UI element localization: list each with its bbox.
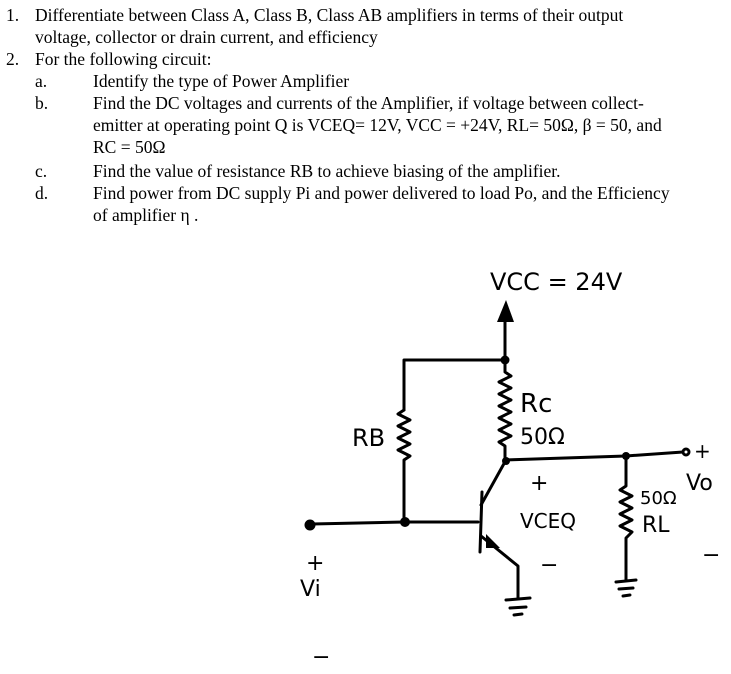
vcc-label: VCC = 24V [490, 268, 623, 296]
question-1-number: 1. [6, 5, 20, 25]
node-collector [502, 457, 510, 465]
part-c-letter: c. [35, 161, 48, 181]
rl-ground-icon [616, 580, 636, 596]
part-d-letter: d. [35, 183, 49, 203]
rl-resistor [620, 456, 632, 580]
part-b-letter: b. [35, 93, 49, 113]
node-vcc [501, 356, 510, 365]
emitter-ground-icon [506, 598, 530, 615]
question-2-number: 2. [6, 49, 20, 69]
part-a-line-1: Identify the type of Power Amplifier [93, 71, 350, 91]
rc-label: Rc [520, 389, 553, 419]
rl-label: RL [642, 513, 670, 538]
vceq-label: VCEQ [520, 509, 577, 533]
part-b-line-1: Find the DC voltages and currents of the Amplifier, if voltage between collect- [93, 93, 644, 113]
top-rail-wire [404, 360, 505, 410]
vi-minus: − [312, 645, 331, 670]
rb-resistor [398, 410, 410, 522]
part-a-letter: a. [35, 71, 48, 91]
vceq-plus: + [530, 471, 549, 496]
vceq-minus: − [540, 553, 559, 578]
part-b-line-3: RC = 50Ω [93, 137, 166, 157]
rc-resistor [499, 360, 511, 460]
rl-value: 50Ω [640, 488, 677, 509]
question-1-line-2: voltage, collector or drain current, and efficiency [35, 27, 378, 47]
vo-minus: − [702, 543, 721, 568]
part-c-line-1: Find the value of resistance RB to achieve biasing of the amplifier. [93, 161, 561, 181]
vcc-arrow-icon [497, 300, 514, 322]
part-d-line-2: of amplifier η . [93, 205, 199, 225]
node-output [622, 452, 630, 460]
transistor-collector [481, 460, 506, 505]
question-2-intro: For the following circuit: [35, 49, 212, 69]
emitter-arrow-icon [486, 534, 500, 548]
vi-label: Vi [300, 577, 321, 602]
vo-label: Vo [686, 471, 713, 496]
base-wire [312, 522, 478, 524]
rb-label: RB [352, 424, 386, 452]
vi-terminal [306, 521, 314, 529]
question-1-line-1: Differentiate between Class A, Class B, Class AB amplifiers in terms of their output [35, 5, 624, 25]
part-b-line-2: emitter at operating point Q is VCEQ= 12V, VCC = +24V, RL= 50Ω, β = 50, and [93, 115, 662, 135]
vo-plus: + [694, 439, 711, 463]
rc-value: 50Ω [520, 425, 565, 450]
vo-terminal [683, 449, 689, 455]
vi-plus: + [306, 551, 325, 576]
part-d-line-1: Find power from DC supply Pi and power delivered to load Po, and the Efficiency [93, 183, 670, 203]
node-base [400, 517, 410, 527]
output-wire [506, 452, 683, 460]
